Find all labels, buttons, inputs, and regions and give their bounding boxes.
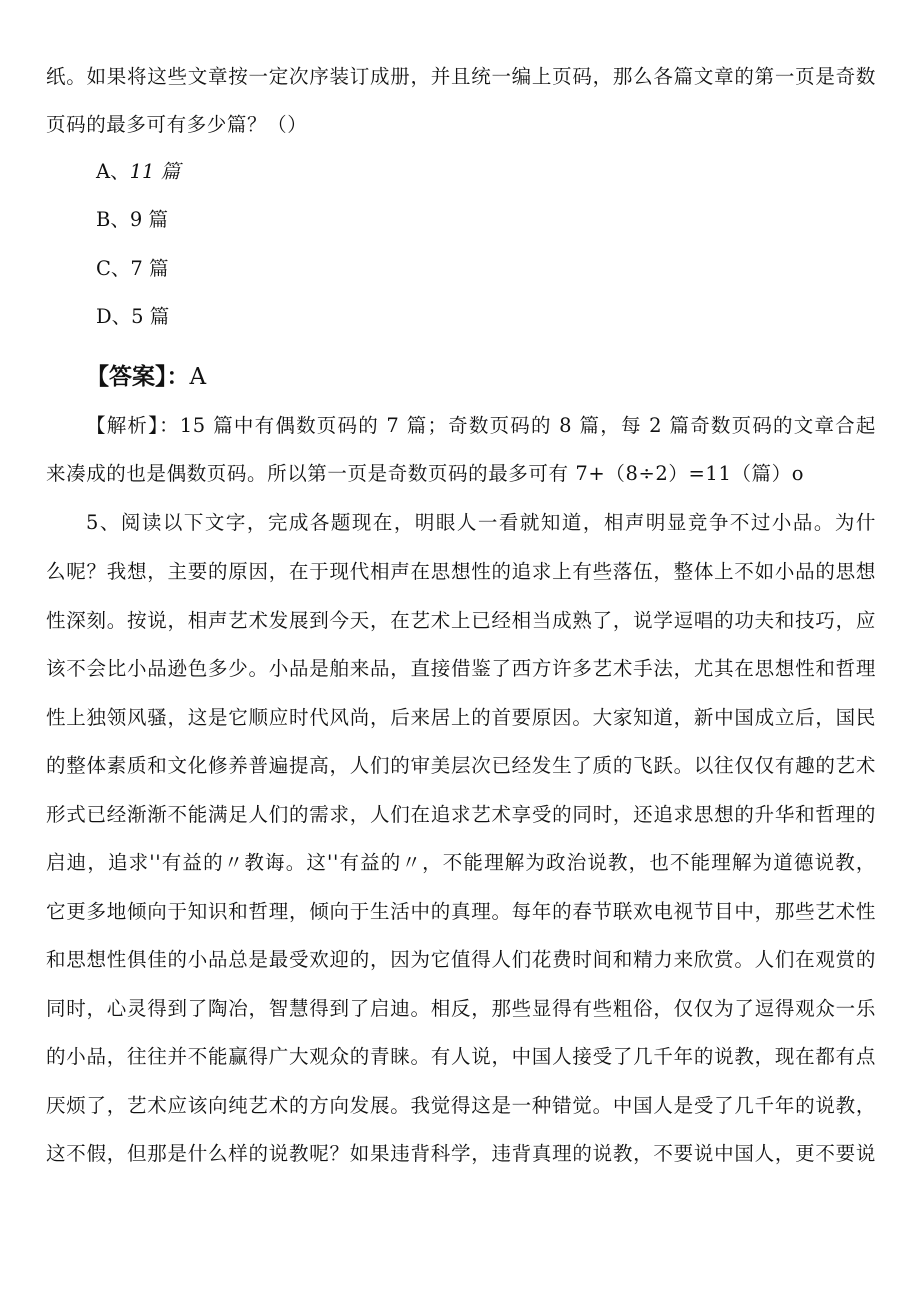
passage-line-3: 性深刻。按说，相声艺术发展到今天，在艺术上已经相当成熟了，说学逗唱的功夫和技巧，应 bbox=[46, 609, 876, 632]
option-c-text: 7 篇 bbox=[130, 257, 169, 280]
option-b-text: 9 篇 bbox=[129, 208, 168, 231]
option-a bbox=[96, 162, 180, 182]
passage-line-9: 它更多地倾向于知识和哲理，倾向于生活中的真理。每年的春节联欢电视节目中，那些艺术性 bbox=[46, 900, 876, 923]
option-c bbox=[96, 259, 169, 279]
option-d bbox=[96, 307, 169, 327]
answer-line bbox=[86, 366, 206, 389]
option-b bbox=[96, 210, 168, 230]
passage-line-1: 5、阅读以下文字，完成各题现在，明眼人一看就知道，相声明显竞争不过小品。为什 bbox=[86, 511, 876, 534]
passage-line-4: 该不会比小品逊色多少。小品是舶来品，直接借鉴了西方许多艺术手法，尤其在思想性和哲理 bbox=[46, 657, 876, 680]
answer-value: A bbox=[189, 364, 207, 390]
passage-line-13: 厌烦了，艺术应该向纯艺术的方向发展。我觉得这是一种错觉。中国人是受了几千年的说教， bbox=[46, 1094, 876, 1117]
analysis-line-1: 【解析】：15 篇中有偶数页码的 7 篇；奇数页码的 8 篇，每 2 篇奇数页码的文章合起 bbox=[86, 414, 876, 437]
question-line-2: 页码的最多可有多少篇？（） bbox=[46, 113, 308, 136]
passage-line-12: 的小品，往往并不能赢得广大观众的青睐。有人说，中国人接受了几千年的说教，现在都有点 bbox=[46, 1045, 876, 1068]
passage-line-11: 同时，心灵得到了陶冶，智慧得到了启迪。相反，那些显得有些粗俗，仅仅为了逗得观众一乐 bbox=[46, 997, 876, 1020]
option-d-label: D、 bbox=[96, 305, 132, 328]
passage-line-5: 性上独领风骚，这是它顺应时代风尚，后来居上的首要原因。大家知道，新中国成立后，国民 bbox=[46, 706, 876, 729]
passage-line-6: 的整体素质和文化修养普遍提高，人们的审美层次已经发生了质的飞跃。以往仅仅有趣的艺术 bbox=[46, 754, 876, 777]
analysis-line-2: 来凑成的也是偶数页码。所以第一页是奇数页码的最多可有 7+（8÷2）=11（篇）o bbox=[46, 462, 805, 485]
answer-label: 【答案】： bbox=[86, 364, 190, 390]
option-a-label: A、 bbox=[96, 160, 130, 183]
passage-line-2: 么呢？我想，主要的原因，在于现代相声在思想性的追求上有些落伍，整体上不如小品的思想 bbox=[46, 560, 876, 583]
option-d-text: 5 篇 bbox=[131, 305, 170, 328]
option-a-text: 11 篇 bbox=[129, 160, 181, 183]
passage-line-7: 形式已经渐渐不能满足人们的需求，人们在追求艺术享受的同时，还追求思想的升华和哲理的 bbox=[46, 803, 876, 826]
question-line-1: 纸。如果将这些文章按一定次序装订成册，并且统一编上页码，那么各篇文章的第一页是奇数 bbox=[46, 65, 876, 88]
option-b-label: B、 bbox=[96, 208, 130, 231]
passage-line-10: 和思想性俱佳的小品总是最受欢迎的，因为它值得人们花费时间和精力来欣赏。人们在观赏的 bbox=[46, 948, 876, 971]
passage-line-14: 这不假，但那是什么样的说教呢？如果违背科学，违背真理的说教，不要说中国人，更不要说 bbox=[46, 1142, 876, 1165]
passage-line-8: 启迪，追求''有益的〃教诲。这''有益的〃，不能理解为政治说教，也不能理解为道德说教， bbox=[46, 851, 876, 874]
option-c-label: C、 bbox=[96, 257, 131, 280]
